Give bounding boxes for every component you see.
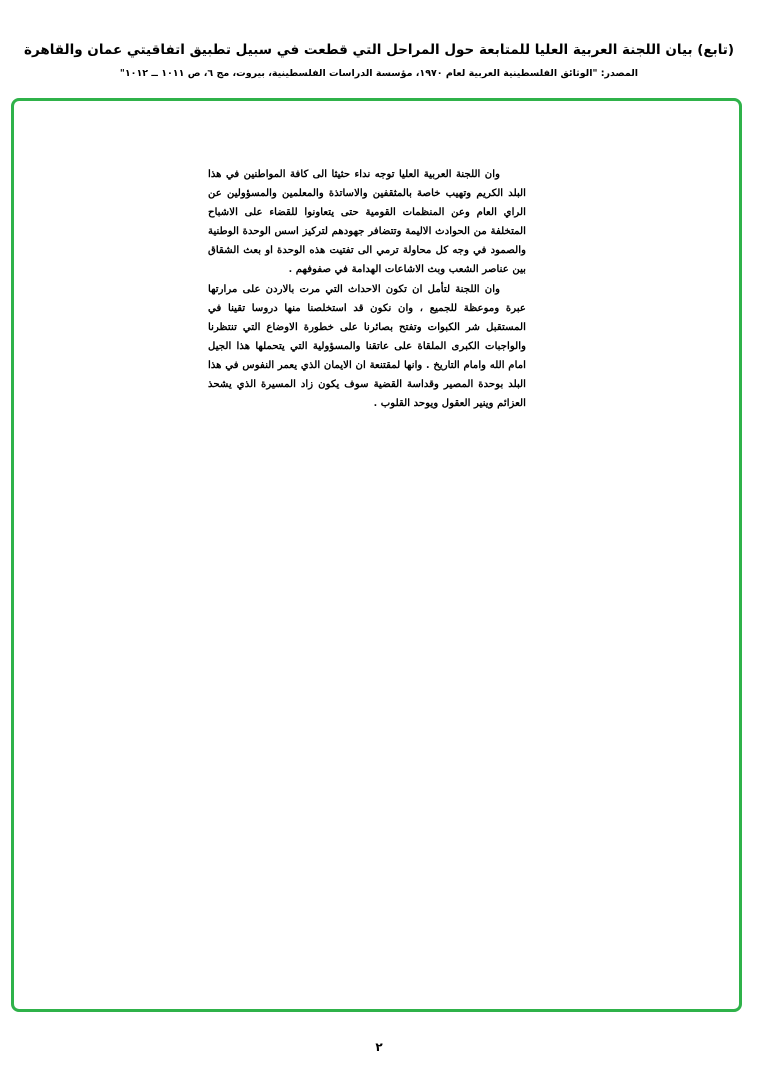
paragraph-2: وان اللجنة لتأمل ان تكون الاحداث التي مرت بالاردن على مرارتها عبرة وموعظة للجميع ، وان نكون قد استخلصنا منها دروسا تقينا في المستقبل شر الكبوات وتفتح بصائرنا على خطورة الاوضاع التي تنتظرنا والواجبات الكبرى الملقاة على عاتقنا والمسؤولية التي يتحملها هذا الجيل امام الله وامام التاريخ . وانها لمقتنعة ان الايمان الذي يعمر النفوس في هذا البلد بوحدة المصير وقداسة القضية سوف يكون زاد المسيرة الذي يشحذ العزائم وينير العقول ويوحد القلوب . — [208, 282, 526, 410]
document-body — [208, 165, 526, 413]
paragraph-1: وان اللجنة العربية العليا توجه نداء حثيثا الى كافة المواطنين في هذا البلد الكريم وتهيب خاصة بالمثقفين والاساتذة والمعلمين والمسؤولين عن الراي العام وعن المنظمات القومية حتى يتعاونوا للقضاء على الاشباح المتخلفة من الحوادث الاليمة وتتضافر جهودهم لتركيز اسس الوحدة الوطنية والصمود في وجه كل محاولة ترمي الى تفتيت هذه الوحدة او بعث الشقاق بين عناصر الشعب وبث الاشاعات الهدامة في صفوفهم . — [208, 168, 526, 276]
document-title: (تابع) بيان اللجنة العربية العليا للمتابعة حول المراحل التي قطعت في سبيل تطبيق اتفاقيتي عمان والقاهرة — [24, 42, 734, 58]
source-citation: المصدر: "الوثائق الفلسطينية العربية لعام ١٩٧٠، مؤسسة الدراسات الفلسطينية، بيروت، مج ٦، ص ١٠١١ ــ ١٠١٢" — [119, 68, 639, 79]
page-number: ٢ — [375, 1040, 383, 1054]
